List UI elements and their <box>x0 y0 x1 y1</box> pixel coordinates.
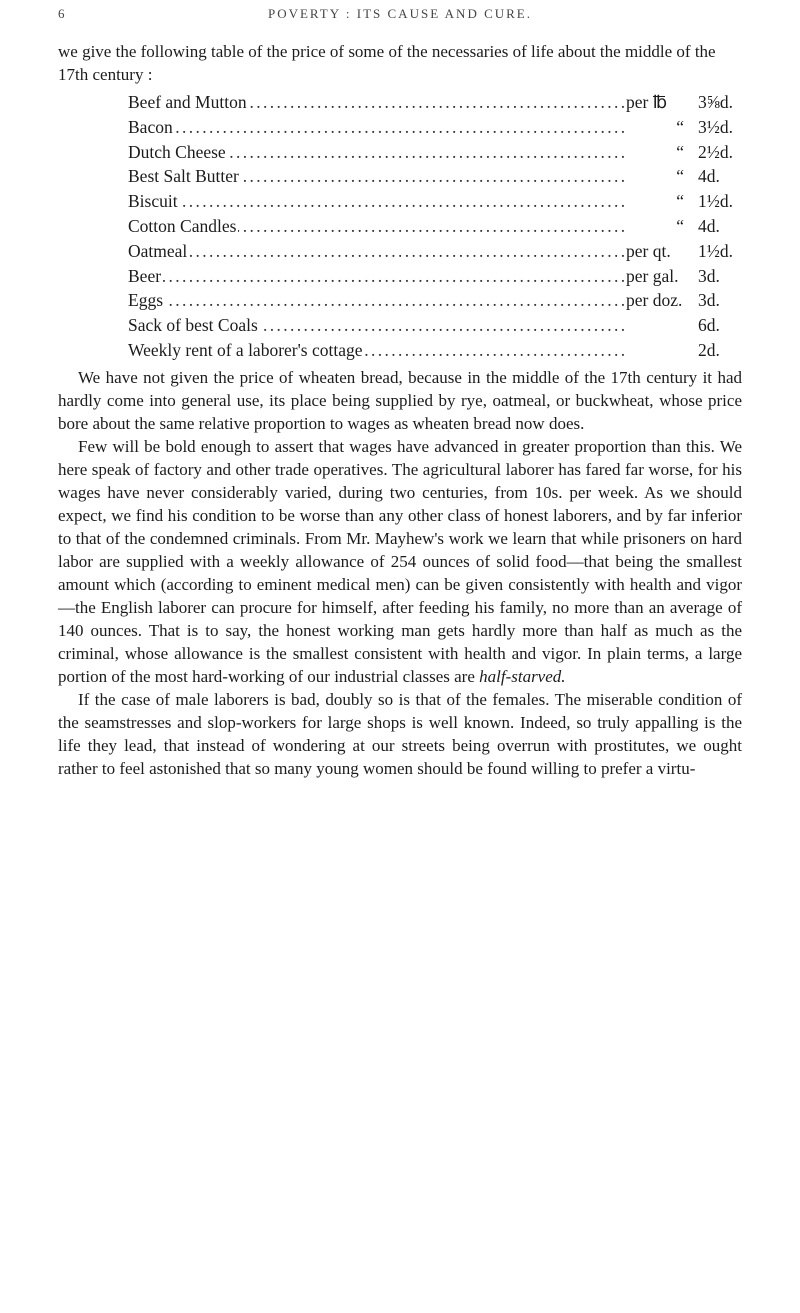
price-item <box>128 239 624 264</box>
price-unit: “ <box>624 164 698 189</box>
paragraph-wages-text: Few will be bold enough to assert that wages have advanced in greater proportion than this. We here speak of factory and other trade operatives. The agricultural laborer has fared far worse, for his wages have never considerably varied, during two centuries, from 10s. per week. As we should expect, we find his condition to be worse than any other class of honest laborers, and by far inferior to that of the condemned criminals. From Mr. Mayhew's work we learn that while prisoners on hard labor are supplied with a weekly allowance of 254 ounces of solid food—that being the smallest amount which (according to eminent medical men) can be given consistently with health and vigor—the English laborer can procure for himself, after feeding his family, no more than an average of 140 ounces. That is to say, the honest working man gets hardly more than half as much as the criminal, whose allowance is the smallest consistent with health and vigor. In plain terms, a large portion of the most hard-working of our industrial classes are <box>58 437 742 686</box>
price-table <box>128 90 748 363</box>
price-value: 1½d. <box>698 191 733 212</box>
price-value: 2d. <box>698 339 720 360</box>
price-value: 1½d. <box>698 240 733 261</box>
paragraph-female-laborers: If the case of male laborers is bad, doubly so is that of the females. The miserable condition of the seamstresses and slop-workers for large shops is well known. Indeed, so truly appalling is the life they lead, that instead of wondering at our streets being overrun with prostitutes, we ought rather to feel astonished that so many young women should be found willing to prefer a virtu- <box>58 690 742 778</box>
price-item <box>128 140 624 165</box>
price-row <box>128 264 748 289</box>
price-item-label: Weekly rent of a laborer's cottage <box>128 339 363 360</box>
price-item <box>128 189 624 214</box>
price-item-label: Beef and Mutton <box>128 92 247 112</box>
price-item <box>128 115 624 140</box>
price-value: 2½d. <box>698 141 733 162</box>
price-unit: “ <box>624 115 698 140</box>
price-item-label: Bacon <box>128 116 173 137</box>
price-value: 4d. <box>698 215 720 236</box>
price-item-label: Eggs <box>128 290 163 311</box>
price-value: 3d. <box>698 290 720 311</box>
price-value: 3⅝d. <box>698 92 733 112</box>
price-row <box>128 288 748 313</box>
price-unit: per qt. <box>624 239 698 264</box>
price-row <box>128 214 748 239</box>
price-value: 4d. <box>698 166 720 187</box>
price-item <box>128 338 624 363</box>
price-item-label: Best Salt Butter <box>128 166 239 187</box>
price-item <box>128 214 624 239</box>
price-item-label: Cotton Candles <box>128 215 237 236</box>
price-item-label: Dutch Cheese <box>128 141 226 162</box>
price-unit: per ℔ <box>624 90 698 115</box>
price-value: 6d. <box>698 315 720 336</box>
price-item-label: Beer <box>128 265 162 286</box>
price-item-label: Oatmeal <box>128 240 188 261</box>
price-unit: per gal. <box>624 264 698 289</box>
price-unit <box>624 313 698 338</box>
price-item <box>128 313 624 338</box>
price-item <box>128 164 624 189</box>
paragraph-wages <box>58 435 742 688</box>
price-row <box>128 90 748 115</box>
price-unit: “ <box>624 214 698 239</box>
price-unit: “ <box>624 140 698 165</box>
price-unit <box>624 338 698 363</box>
price-item-label: Sack of best Coals <box>128 315 258 336</box>
price-row <box>128 189 748 214</box>
price-row <box>128 140 748 165</box>
price-item <box>128 288 624 313</box>
price-item-label: Biscuit <box>128 191 178 212</box>
price-row <box>128 164 748 189</box>
intro-paragraph: we give the following table of the price of some of the necessaries of life about the middle of the 17th century : <box>58 42 716 84</box>
price-value: 3½d. <box>698 116 733 137</box>
paragraph-wheaten-bread: We have not given the price of wheaten bread, because in the middle of the 17th century it had hardly come into general use, its place being supplied by rye, oatmeal, or buckwheat, whose price bore about the same relative proportion to wages as wheaten bread now does. <box>58 368 742 433</box>
price-unit: per doz. <box>624 288 698 313</box>
price-unit: “ <box>624 189 698 214</box>
price-item <box>128 90 624 115</box>
body-text <box>58 366 742 780</box>
price-row <box>128 338 748 363</box>
price-value: 3d. <box>698 265 720 286</box>
page-number: 6 <box>58 6 67 21</box>
price-row <box>128 239 748 264</box>
running-header <box>58 6 742 30</box>
price-row <box>128 313 748 338</box>
running-title: POVERTY : ITS CAUSE AND CURE. <box>267 6 533 21</box>
price-item <box>128 264 624 289</box>
price-row <box>128 115 748 140</box>
emphasis-half-starved: half-starved. <box>479 667 566 686</box>
